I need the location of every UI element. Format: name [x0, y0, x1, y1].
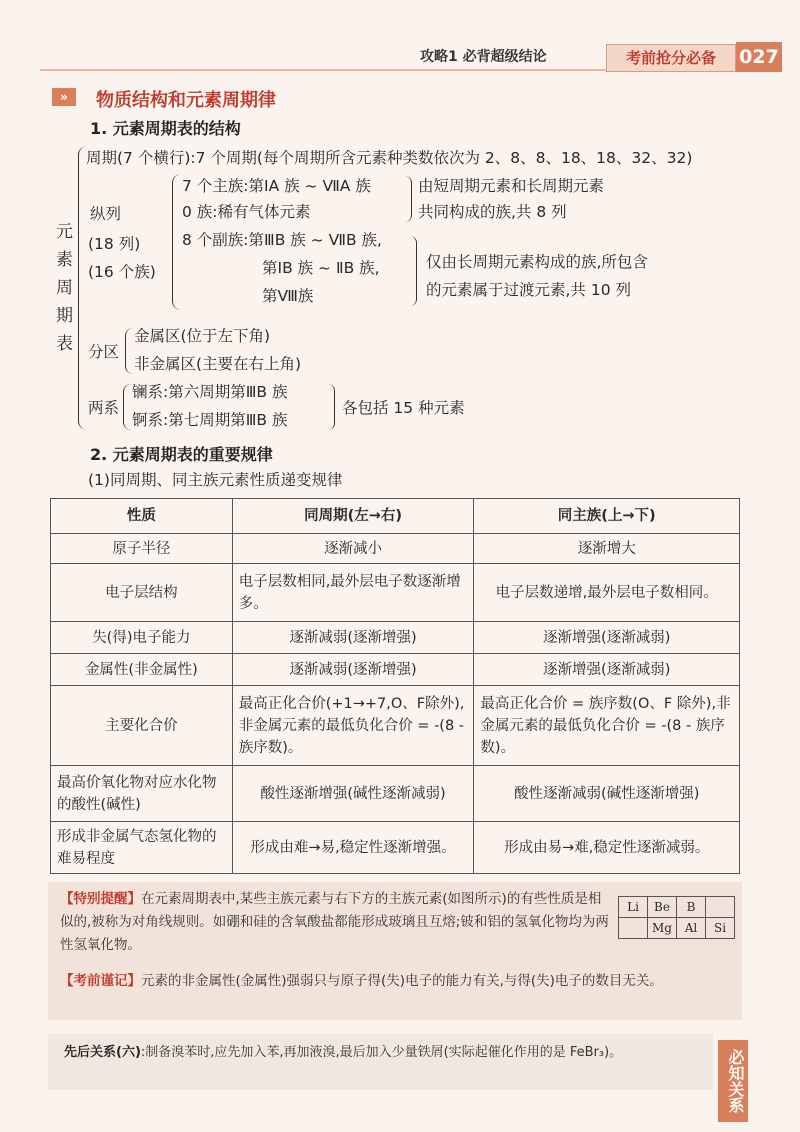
series-note: 各包括 15 种元素: [342, 399, 465, 417]
footer-paragraph: [64, 1042, 704, 1064]
element-cell: Si: [706, 918, 735, 939]
table-header-row: [51, 499, 740, 534]
laws-heading: 2. 元素周期表的重要规律: [90, 445, 273, 464]
table-cell: 主要化合价: [51, 686, 233, 766]
table-cell: 形成由难→易,稳定性逐渐增强。: [232, 822, 474, 874]
table-row: [51, 564, 740, 622]
sub-groups-2: 第ⅠB 族 ~ ⅡB 族,: [262, 259, 380, 277]
table-cell: 形成非金属气态氢化物的难易程度: [51, 822, 233, 874]
element-cell: Li: [619, 897, 648, 918]
sub-brace: [410, 236, 417, 306]
remember-tag: 【考前谨记】: [60, 973, 141, 989]
table-cell: 形成由易→难,稳定性逐渐减弱。: [474, 822, 740, 874]
diagonal-row-top: [619, 897, 735, 918]
table-row: [51, 622, 740, 654]
zone-brace: [125, 328, 133, 374]
element-cell: [619, 918, 648, 939]
header-badge: 考前抢分必备: [606, 44, 736, 72]
section-arrow-icon: »: [52, 88, 76, 106]
periodic-law-table: [50, 498, 740, 874]
table-cell: 最高价氧化物对应水化物的酸性(碱性): [51, 766, 233, 822]
table-row: [51, 822, 740, 874]
table-cell: 原子半径: [51, 534, 233, 564]
zone-nonmetal: 非金属区(主要在右上角): [134, 355, 302, 373]
table-row: [51, 766, 740, 822]
tip-tag: 【特别提醒】: [60, 891, 141, 907]
main-groups: 7 个主族:第ⅠA 族 ~ ⅦA 族: [182, 177, 371, 195]
footer-label: 先后关系(六): [64, 1045, 141, 1060]
zero-group: 0 族:稀有气体元素: [182, 203, 311, 221]
sub-groups-3: 第Ⅷ族: [262, 287, 314, 305]
diagonal-row-bottom: [619, 918, 735, 939]
main-note-1: 由短周期元素和长周期元素: [418, 177, 605, 195]
element-cell: Mg: [648, 918, 677, 939]
main-note-2: 共同构成的族,共 8 列: [418, 203, 567, 221]
table-cell: 失(得)电子能力: [51, 622, 233, 654]
element-cell: [706, 897, 735, 918]
table-cell: 逐渐增强(逐渐减弱): [474, 654, 740, 686]
table-cell: 逐渐减弱(逐渐增强): [232, 622, 474, 654]
table-cell: 逐渐增强(逐渐减弱): [474, 622, 740, 654]
table-header: 性质: [51, 499, 233, 534]
group-count-families: (16 个族): [88, 263, 156, 281]
zone-label: 分区: [88, 343, 120, 361]
table-cell: 逐渐增大: [474, 534, 740, 564]
actinides: 锕系:第七周期第ⅢB 族: [132, 411, 288, 429]
table-row: [51, 686, 740, 766]
root-label: 元素周期表: [56, 222, 73, 354]
series-brace-right: [328, 384, 335, 430]
table-cell: 金属性(非金属性): [51, 654, 233, 686]
series-label: 两系: [88, 399, 120, 417]
laws-subheading: (1)同周期、同主族元素性质递变规律: [88, 471, 343, 489]
element-cell: Al: [677, 918, 706, 939]
table-cell: 逐渐减小: [232, 534, 474, 564]
series-brace-left: [123, 384, 131, 430]
group-brace: [172, 174, 181, 310]
root-brace: [78, 146, 87, 430]
tip-paragraph: [60, 888, 610, 957]
table-header: 同主族(上→下): [474, 499, 740, 534]
side-tab: 必知关系: [718, 1040, 748, 1122]
guide-title: 攻略1 必背超级结论: [420, 49, 547, 65]
table-cell: 电子层数递增,最外层电子数相同。: [474, 564, 740, 622]
element-cell: B: [677, 897, 706, 918]
table-cell: 酸性逐渐减弱(碱性逐渐增强): [474, 766, 740, 822]
sub-note-2: 的元素属于过渡元素,共 10 列: [426, 281, 632, 299]
page-number: 027: [736, 42, 782, 72]
table-cell: 逐渐减弱(逐渐增强): [232, 654, 474, 686]
sub-groups-1: 8 个副族:第ⅢB 族 ~ ⅦB 族,: [182, 231, 382, 249]
lanthanides: 镧系:第六周期第ⅢB 族: [132, 383, 288, 401]
period-line: 周期(7 个横行):7 个周期(每个周期所含元素种类数依次为 2、8、8、18、18、32、32): [86, 149, 693, 167]
sub-note-1: 仅由长周期元素构成的族,所包含: [426, 253, 648, 271]
table-cell: 最高正化合价 = 族序数(O、F 除外),非金属元素的最低负化合价 = -(8 - 族序数)。: [474, 686, 740, 766]
footer-text: :制备溴苯时,应先加入苯,再加液溴,最后加入少量铁屑(实际起催化作用的是 FeBr₃)。: [140, 1045, 623, 1060]
element-cell: Be: [648, 897, 677, 918]
main-brace: [405, 176, 412, 222]
tip-text: 在元素周期表中,某些主族元素与右下方的主族元素(如图所示)的有些性质是相似的,被称为对角线规则。如硼和硅的含氧酸盐都能形成玻璃且互熔;铍和铝的氢氧化物均为两性氢氧化物。: [60, 891, 609, 953]
remember-text: 元素的非金属性(金属性)强弱只与原子得(失)电子的能力有关,与得(失)电子的数目无关。: [141, 973, 663, 989]
section-title: 物质结构和元素周期律: [96, 90, 276, 111]
structure-heading: 1. 元素周期表的结构: [90, 119, 241, 138]
group-count-columns: (18 列): [88, 235, 141, 253]
group-label: 纵列: [90, 205, 122, 223]
table-cell: 最高正化合价(+1→+7,O、F除外),非金属元素的最低负化合价 = -(8 - 族序数)。: [232, 686, 474, 766]
zone-metal: 金属区(位于左下角): [134, 327, 271, 345]
table-cell: 酸性逐渐增强(碱性逐渐减弱): [232, 766, 474, 822]
table-cell: 电子层数相同,最外层电子数逐渐增多。: [232, 564, 474, 622]
remember-paragraph: [60, 970, 736, 993]
table-row: [51, 654, 740, 686]
table-row: [51, 534, 740, 564]
table-header: 同周期(左→右): [232, 499, 474, 534]
diagonal-rule-chart: [618, 896, 735, 939]
table-cell: 电子层结构: [51, 564, 233, 622]
